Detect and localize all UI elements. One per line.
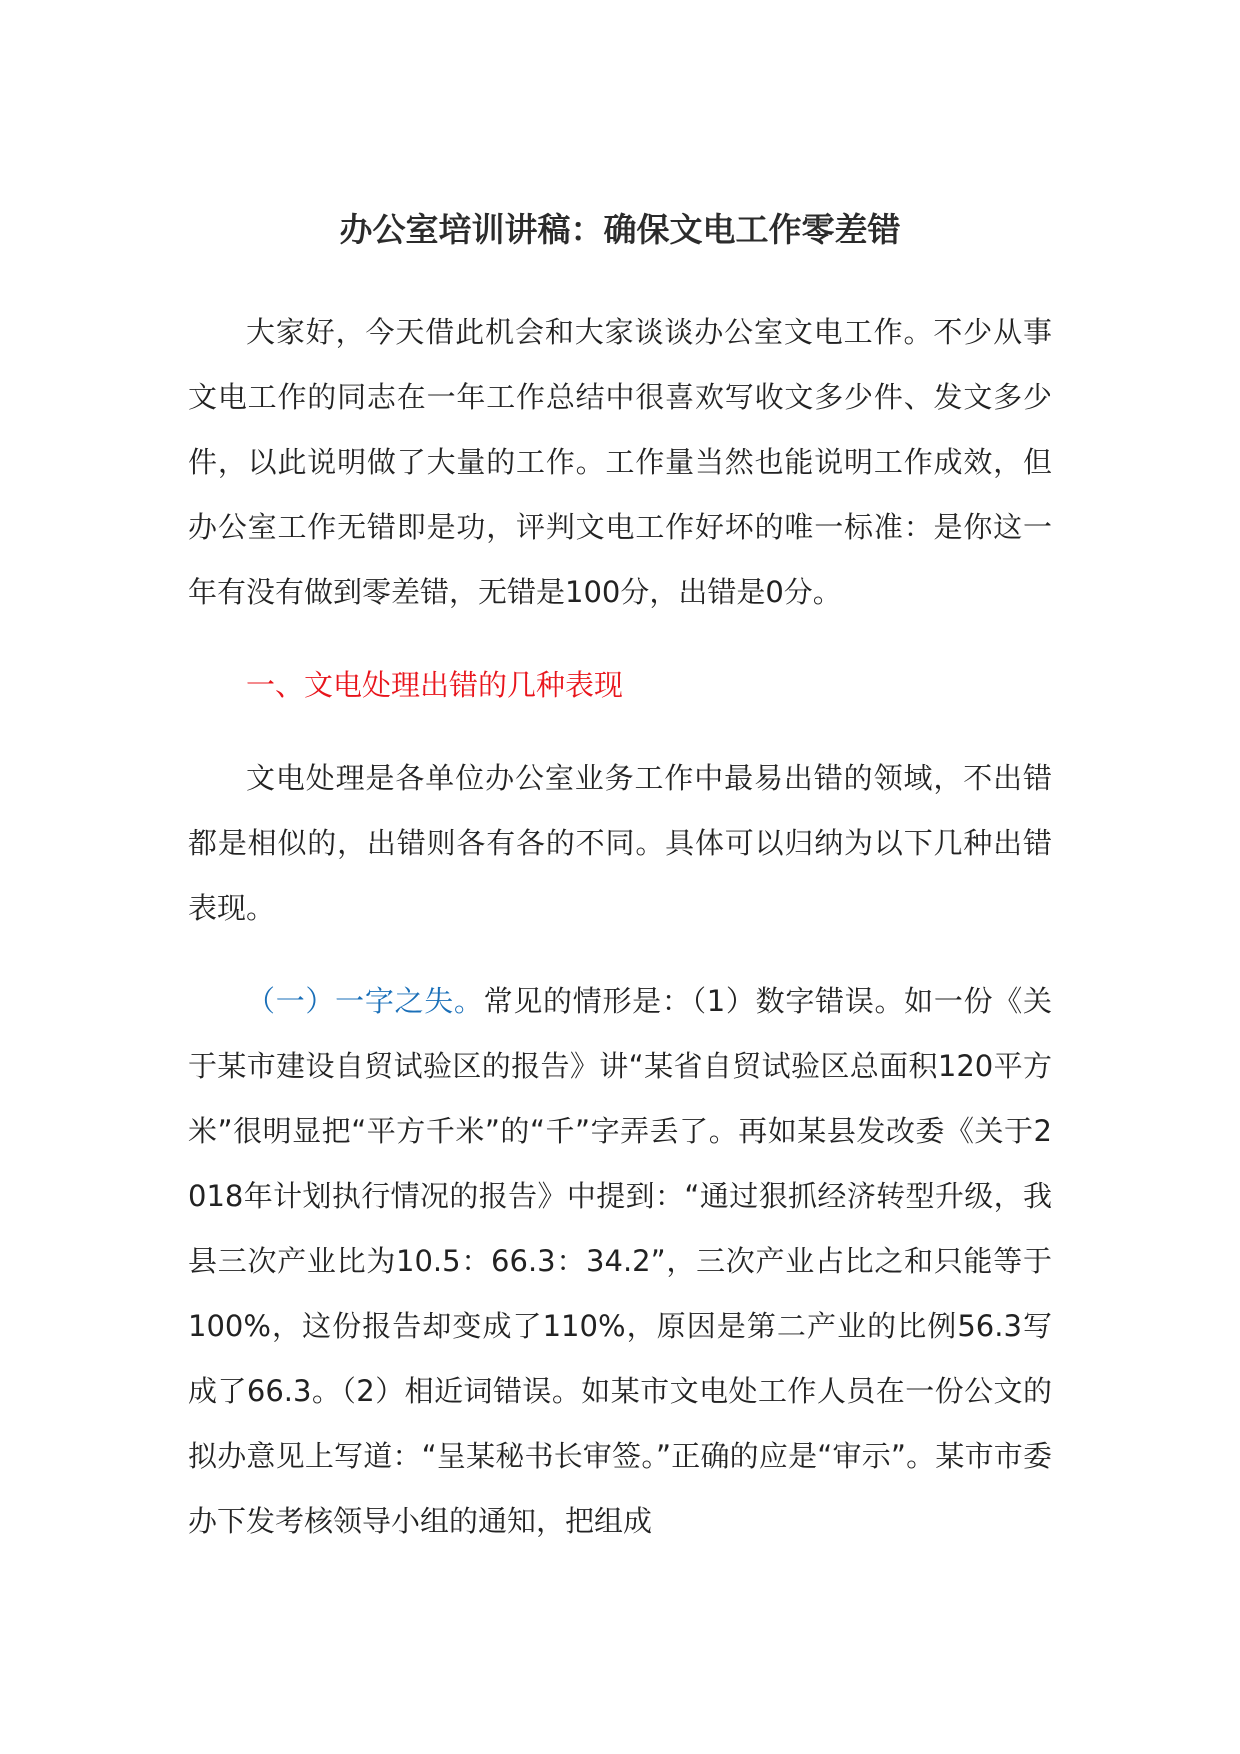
section-heading: 一、文电处理出错的几种表现 bbox=[246, 668, 624, 702]
document-page bbox=[188, 200, 1052, 1582]
subsection-text: 常见的情形是：（1）数字错误。如一份《关于某市建设自贸试验区的报告》讲“某省自贸试验区总面积120平方米”很明显把“平方千米”的“千”字弄丢了。再如某县发改委《关于2018年计划执行情况的报告》中提到：“通过狠抓经济转型升级，我县三次产业比为10.5：66.3：34.2”，三次产业占比之和只能等于100%，这份报告却变成了110%，原因是第二产业的比例56.3写成了66.3。（2）相近词错误。如某市文电处工作人员在一份公文的拟办意见上写道：“呈某秘书长审签。”正确的应是“审示”。某市市委办下发考核领导小组的通知，把组成 bbox=[188, 984, 1052, 1538]
document-title: 办公室培训讲稿：确保文电工作零差错 bbox=[339, 210, 901, 249]
intro-paragraph: 大家好，今天借此机会和大家谈谈办公室文电工作。不少从事文电工作的同志在一年工作总结中很喜欢写收文多少件、发文多少件，以此说明做了大量的工作。工作量当然也能说明工作成效，但办公室工作无错即是功，评判文电工作好坏的唯一标准：是你这一年有没有做到零差错，无错是100分，出错是0分。 bbox=[188, 315, 1052, 609]
subsection-paragraph bbox=[188, 969, 1052, 1554]
section-paragraph: 文电处理是各单位办公室业务工作中最易出错的领域，不出错都是相似的，出错则各有各的不同。具体可以归纳为以下几种出错表现。 bbox=[188, 761, 1052, 925]
subsection-label: （一）一字之失。 bbox=[246, 984, 484, 1018]
